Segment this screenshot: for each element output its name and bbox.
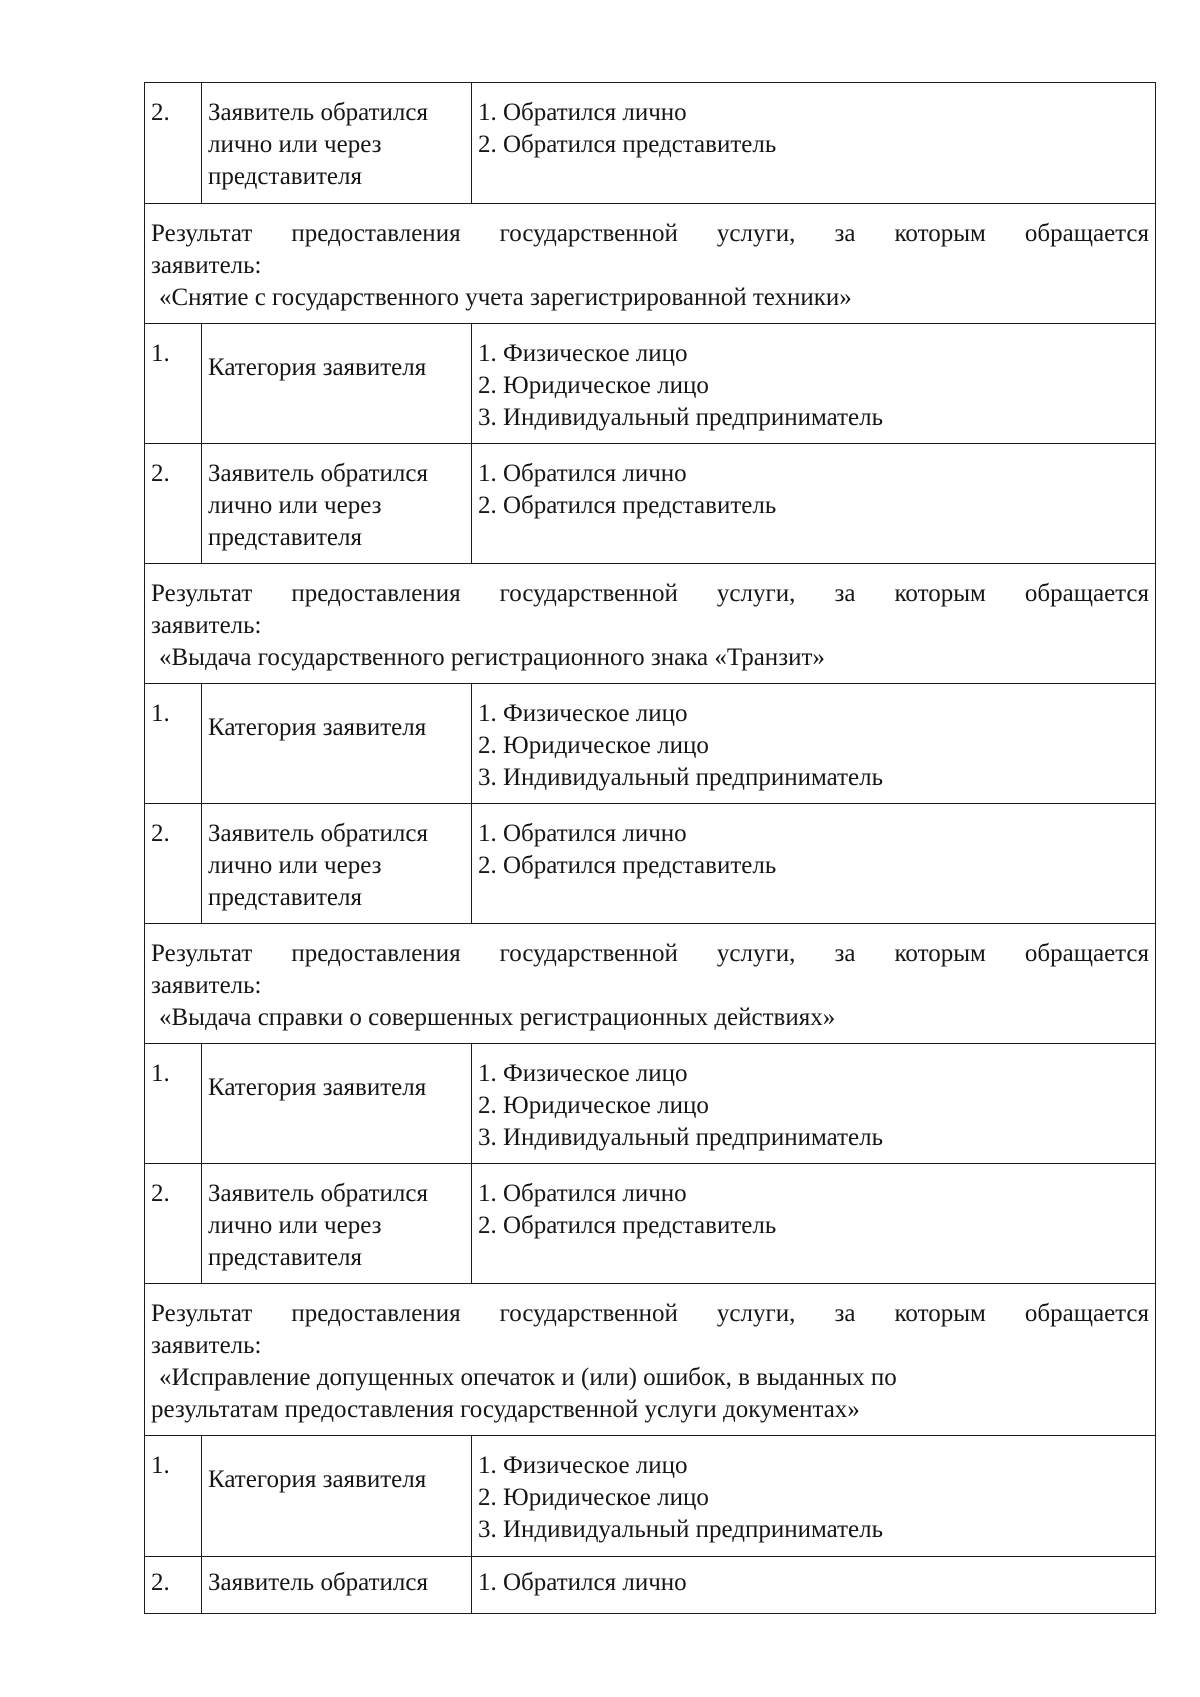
option-item: 1. Обратился лично: [478, 1569, 687, 1596]
row-number: 2.: [145, 804, 202, 923]
option-item: 1. Обратился лично: [478, 820, 687, 847]
criterion-cell: [202, 804, 472, 923]
options-cell: [472, 444, 1155, 563]
table-row-applicant-contact: [145, 82, 1155, 203]
criterion-cell: [202, 684, 472, 803]
criterion-cell: [202, 444, 472, 563]
option-item: 1. Физическое лицо: [478, 340, 688, 367]
result-section-lead: Результат предоставления государственной услуги, за которым обращается: [151, 220, 1149, 247]
result-title: «Исправление допущенных опечаток и (или) ошибок, в выданных по: [159, 1364, 897, 1391]
row-number: 1.: [145, 324, 202, 443]
row-number: 2.: [145, 1557, 202, 1613]
table-row-applicant-contact: [145, 1556, 1155, 1614]
option-item: 1. Физическое лицо: [478, 700, 688, 727]
options-cell: [472, 1164, 1155, 1283]
criterion-cell: [202, 83, 472, 203]
options-cell: [472, 1044, 1155, 1163]
criterion-cell: [202, 1044, 472, 1163]
result-section-lead-end: заявитель:: [151, 1332, 262, 1359]
row-number: 1.: [145, 1436, 202, 1556]
criterion-line: Категория заявителя: [208, 713, 427, 741]
option-item: 2. Юридическое лицо: [478, 1484, 709, 1511]
result-section-header: [145, 1283, 1155, 1435]
criterion-cell: [202, 324, 472, 443]
row-number: 1.: [145, 1044, 202, 1163]
result-section-header: [145, 203, 1155, 323]
option-item: 1. Физическое лицо: [478, 1060, 688, 1087]
options-cell: [472, 1436, 1155, 1556]
criterion-line: Категория заявителя: [208, 353, 427, 381]
criterion-line: Заявитель обратился: [208, 99, 428, 126]
table-row-applicant-category: [145, 1435, 1155, 1556]
criterion-line: Категория заявителя: [208, 1466, 427, 1493]
option-item: 1. Обратился лично: [478, 1180, 687, 1207]
row-number: 1.: [145, 684, 202, 803]
result-section-header: [145, 563, 1155, 683]
criteria-table: [144, 82, 1156, 1614]
criterion-cell: [202, 1436, 472, 1556]
result-section-lead-end: заявитель:: [151, 972, 262, 999]
criterion-line: лично или через: [208, 852, 382, 879]
criterion-line: представителя: [208, 524, 362, 551]
result-title: «Снятие с государственного учета зарегистрированной техники»: [159, 284, 852, 311]
criterion-line: Категория заявителя: [208, 1073, 427, 1101]
criterion-line: представителя: [208, 884, 362, 911]
option-item: 3. Индивидуальный предприниматель: [478, 404, 883, 431]
options-cell: [472, 83, 1155, 203]
criterion-line: лично или через: [208, 131, 382, 158]
option-item: 2. Юридическое лицо: [478, 372, 709, 399]
result-section-lead: Результат предоставления государственной услуги, за которым обращается: [151, 1300, 1149, 1327]
table-row-applicant-contact: [145, 443, 1155, 563]
criterion-line: Заявитель обратился: [208, 460, 428, 487]
result-title: «Выдача справки о совершенных регистрационных действиях»: [159, 1004, 836, 1031]
table-row-applicant-category: [145, 683, 1155, 803]
option-item: 2. Обратился представитель: [478, 1212, 777, 1239]
criterion-line: Заявитель обратился: [208, 1569, 428, 1596]
option-item: 2. Юридическое лицо: [478, 1092, 709, 1119]
options-cell: [472, 324, 1155, 443]
option-item: 3. Индивидуальный предприниматель: [478, 764, 883, 791]
result-section-lead-end: заявитель:: [151, 252, 262, 279]
criterion-cell: [202, 1557, 472, 1613]
row-number: 2.: [145, 444, 202, 563]
table-row-applicant-contact: [145, 1163, 1155, 1283]
criterion-line: лично или через: [208, 492, 382, 519]
option-item: 2. Обратился представитель: [478, 852, 777, 879]
option-item: 3. Индивидуальный предприниматель: [478, 1516, 883, 1543]
result-title: «Выдача государственного регистрационного знака «Транзит»: [159, 644, 825, 671]
option-item: 3. Индивидуальный предприниматель: [478, 1124, 883, 1151]
row-number: 2.: [145, 1164, 202, 1283]
result-section-header: [145, 923, 1155, 1043]
result-section-lead: Результат предоставления государственной услуги, за которым обращается: [151, 940, 1149, 967]
option-item: 1. Обратился лично: [478, 460, 687, 487]
criterion-line: Заявитель обратился: [208, 1180, 428, 1207]
options-cell: [472, 1557, 1155, 1613]
result-section-lead-end: заявитель:: [151, 612, 262, 639]
options-cell: [472, 684, 1155, 803]
table-row-applicant-category: [145, 323, 1155, 443]
option-item: 2. Юридическое лицо: [478, 732, 709, 759]
criterion-line: лично или через: [208, 1212, 382, 1239]
result-section-lead: Результат предоставления государственной услуги, за которым обращается: [151, 580, 1149, 607]
table-row-applicant-contact: [145, 803, 1155, 923]
option-item: 1. Физическое лицо: [478, 1452, 688, 1479]
option-item: 2. Обратился представитель: [478, 492, 777, 519]
criterion-line: представителя: [208, 163, 362, 190]
options-cell: [472, 804, 1155, 923]
option-item: 2. Обратился представитель: [478, 131, 777, 158]
criterion-line: представителя: [208, 1244, 362, 1271]
option-item: 1. Обратился лично: [478, 99, 687, 126]
table-row-applicant-category: [145, 1043, 1155, 1163]
result-title: результатам предоставления государственной услуги документах»: [151, 1396, 860, 1423]
row-number: 2.: [145, 83, 202, 203]
criterion-cell: [202, 1164, 472, 1283]
criterion-line: Заявитель обратился: [208, 820, 428, 847]
